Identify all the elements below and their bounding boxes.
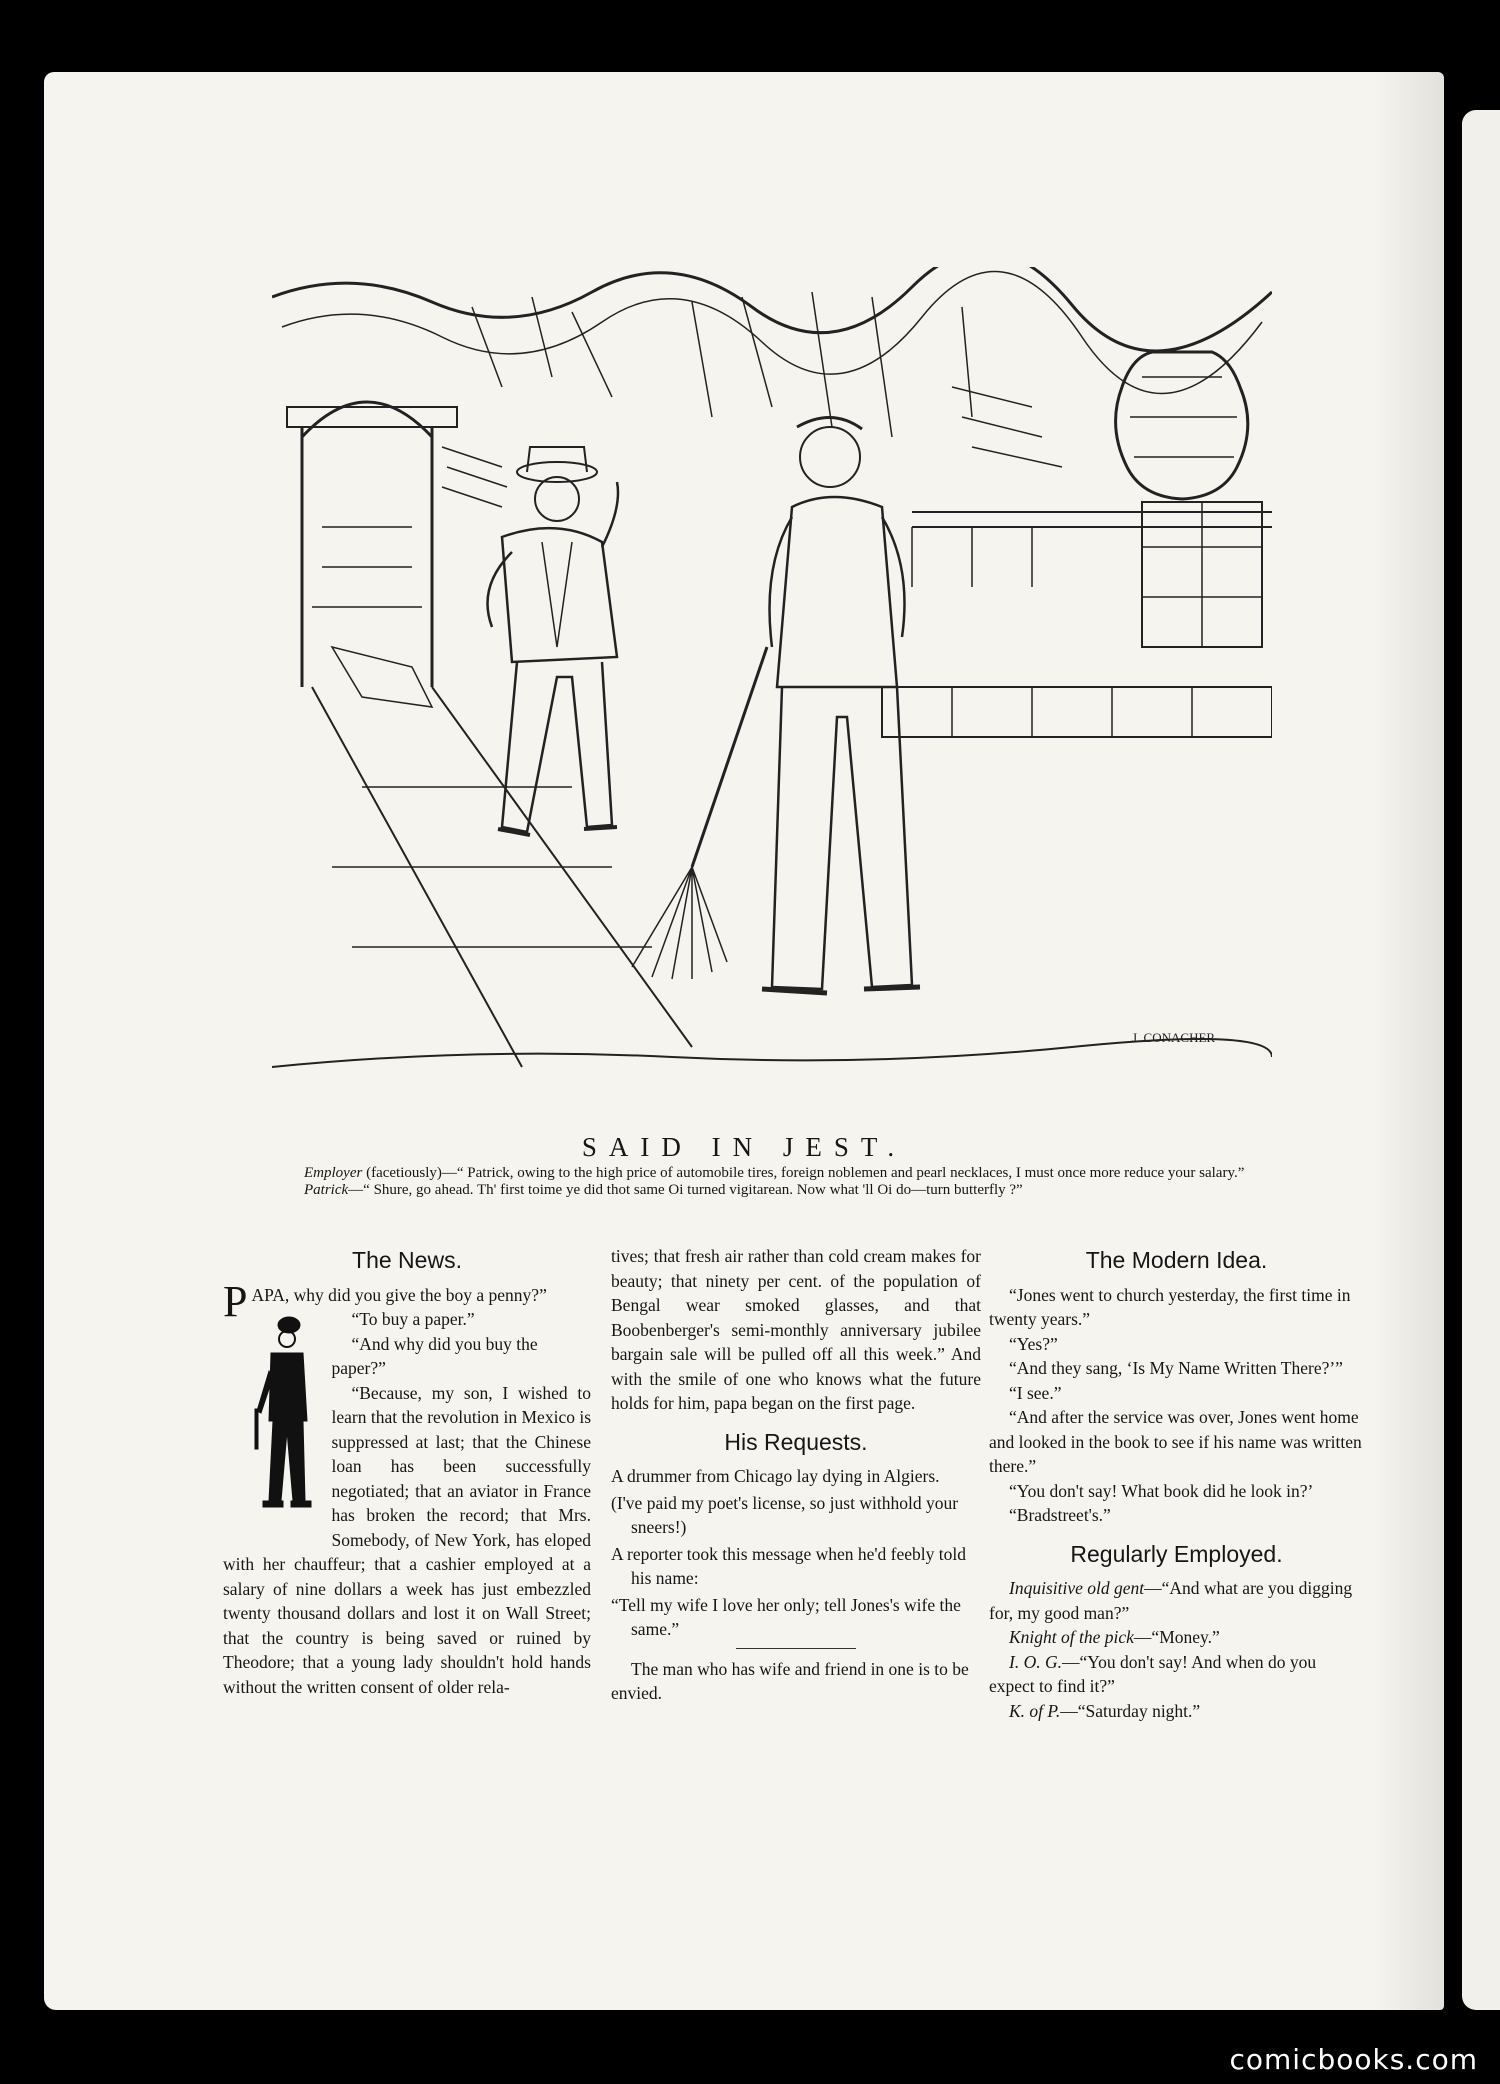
watermark: comicbooks.com	[1229, 2043, 1478, 2076]
heading-modern-idea: The Modern Idea.	[1085, 1247, 1268, 1273]
poem-line-1: A drummer from Chicago lay dying in Algiers.	[611, 1466, 940, 1486]
divider-rule	[736, 1648, 856, 1649]
epigram: The man who has wife and friend in one is to be envied.	[611, 1658, 969, 1703]
cartoon-caption	[272, 1165, 1322, 1199]
modern-para-4: “I see.”	[1009, 1382, 1062, 1403]
heading-the-news: The News.	[352, 1247, 462, 1273]
employed-line-3: I. O. G.—“You don't say! And when do you expect to find it?”	[989, 1651, 1317, 1696]
artist-signature: J. CONACHER	[1132, 1030, 1216, 1045]
modern-para-1: “Jones went to church yesterday, the first time in twenty years.”	[989, 1284, 1351, 1329]
news-paragraph-3: “And why did you buy the paper?”	[331, 1333, 538, 1378]
heading-regularly-employed: Regularly Employed.	[1070, 1540, 1283, 1567]
column-1	[223, 1244, 591, 1699]
caption-line-2: —“ Shure, go ahead. Th' first toime ye did thot same Oi turned vigitarean. Now what 'll Oi do—turn butterfly ?”	[348, 1182, 1023, 1198]
column-3	[989, 1244, 1364, 1723]
news-paragraph-1: PAPA, why did you give the boy a penny?”	[223, 1276, 547, 1326]
caption-speaker-patrick: Patrick	[304, 1182, 349, 1198]
poem-line-4: “Tell my wife I love her only; tell Jones's wife the same.”	[611, 1594, 961, 1639]
caption-line-1: “ Patrick, owing to the high price of automobile tires, foreign noblemen and pearl necklaces, I must once more reduce your salary.”	[456, 1165, 1245, 1181]
caption-aside: (facetiously)—	[362, 1165, 457, 1181]
cartoon-illustration	[272, 267, 1272, 1117]
poem-line-3: A reporter took this message when he'd feebly told his name:	[611, 1543, 967, 1588]
modern-para-2: “Yes?”	[1009, 1333, 1058, 1354]
caption-speaker-employer: Employer	[304, 1165, 363, 1181]
page-shadow	[1374, 72, 1444, 2010]
news-continuation: tives; that fresh air rather than cold cream makes for beauty; that ninety per cent. of the population of Bengal wear smoked glasses, and that Boobenberger's semi-monthly anniversary jubilee bargain sale will be pulled off all this week.” And with the smile of one who knows what the future holds for him, papa began on the first page.	[611, 1246, 981, 1413]
modern-para-6: “You don't say! What book did he look in?’	[1009, 1480, 1314, 1501]
employed-line-2: Knight of the pick—“Money.”	[1009, 1627, 1220, 1647]
modern-para-3: “And they sang, ‘Is My Name Written There?’”	[1009, 1358, 1343, 1378]
poem-line-2: (I've paid my poet's license, so just withhold your sneers!)	[611, 1492, 959, 1537]
heading-his-requests: His Requests.	[724, 1428, 868, 1455]
employed-line-4: K. of P.—“Saturday night.”	[1009, 1700, 1201, 1721]
news-paragraph-4: “Because, my son, I wished to learn that the revolution in Mexico is suppressed at last; that the Chinese loan has been successfully negotiated; that an aviator in France has broken the record; that Mrs. Somebody, of New York, has eloped with her chauffeur; that a cashier employed at a salary of nine dollars a week has just embezzled twenty thousand dollars and lost it on Wall Street; that the country is being saved or ruined by Theodore; that a young lady shouldn't hold hands without the written consent of older rela-	[223, 1382, 592, 1697]
drop-cap: P	[223, 1276, 248, 1326]
modern-para-5: “And after the service was over, Jones went home and looked in the book to see if his name was written there.”	[989, 1407, 1362, 1476]
magazine-page	[44, 72, 1444, 2010]
modern-para-7: “Bradstreet's.”	[1009, 1505, 1111, 1525]
cartoon-title: SAID IN JEST.	[581, 1132, 907, 1162]
adjacent-page-edge	[1462, 110, 1500, 2010]
boy-figure-illustration	[251, 1311, 323, 1536]
employed-line-1: Inquisitive old gent—“And what are you digging for, my good man?”	[989, 1578, 1353, 1623]
column-2	[611, 1244, 981, 1706]
news-paragraph-2: “To buy a paper.”	[351, 1309, 475, 1329]
